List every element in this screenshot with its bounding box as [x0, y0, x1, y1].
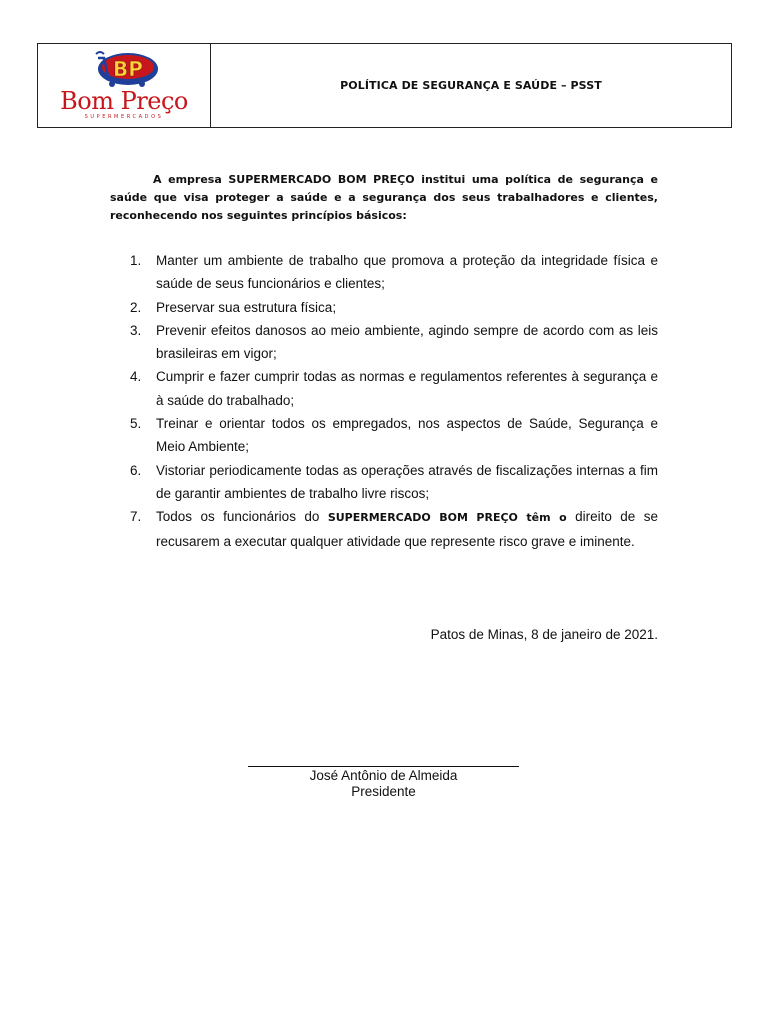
item-number: 1. [130, 253, 142, 268]
item-text: Preservar sua estrutura física; [156, 299, 337, 315]
principles-list [130, 249, 658, 553]
list-item [130, 412, 658, 459]
item-text-bold: SUPERMERCADO BOM PREÇO têm o [327, 511, 567, 525]
date-location: Patos de Minas, 8 de janeiro de 2021. [430, 627, 658, 642]
item-number: 6. [130, 462, 142, 478]
list-item [130, 249, 658, 296]
logo-badge: BP [113, 57, 143, 81]
item-text: Prevenir efeitos danosos ao meio ambiente, agindo sempre de acordo com as leis brasileiras em vigor; [156, 322, 658, 362]
item-number: 3. [130, 322, 142, 338]
bom-preco-logo [38, 44, 209, 127]
signatory-role: Presidente [351, 784, 416, 799]
list-item [130, 459, 658, 506]
document-title: POLÍTICA DE SEGURANÇA E SAÚDE – PSST [340, 79, 602, 92]
signatory-name: José Antônio de Almeida [309, 768, 458, 783]
list-item [130, 296, 658, 319]
item-text: Manter um ambiente de trabalho que promova a proteção da integridade física e saúde de seus funcionários e clientes; [156, 253, 658, 292]
item-number: 5. [130, 416, 142, 432]
item-number: 2. [130, 299, 142, 315]
list-item [130, 319, 658, 366]
item-text: Cumprir e fazer cumprir todas as normas e regulamentos referentes à segurança e à saúde do trabalhado; [156, 369, 658, 408]
logo-name: Bom Preço [60, 87, 188, 115]
item-text-start: Todos os funcionários do [156, 509, 328, 525]
intro-paragraph: A empresa SUPERMERCADO BOM PREÇO institui uma política de segurança e saúde que visa proteger a saúde e a segurança dos seus trabalhadores e clientes, reconhecendo nos seguintes princípios básicos: [110, 173, 658, 222]
document-header [37, 43, 732, 128]
logo-tagline: SUPERMERCADOS [84, 114, 164, 120]
list-item [130, 365, 658, 412]
item-text-end: direito de se recusarem a executar qualquer atividade que represente risco grave e iminente. [156, 509, 659, 549]
item-text: Vistoriar periodicamente todas as operações através de fiscalizações internas a fim de garantir ambientes de trabalho livre riscos; [156, 462, 658, 501]
signature-block [248, 766, 519, 800]
item-text: Treinar e orientar todos os empregados, nos aspectos de Saúde, Segurança e Meio Ambiente; [156, 416, 658, 455]
item-number: 4. [130, 369, 142, 385]
list-item [130, 505, 658, 553]
logo-cell [38, 44, 211, 127]
item-number: 7. [130, 509, 142, 525]
